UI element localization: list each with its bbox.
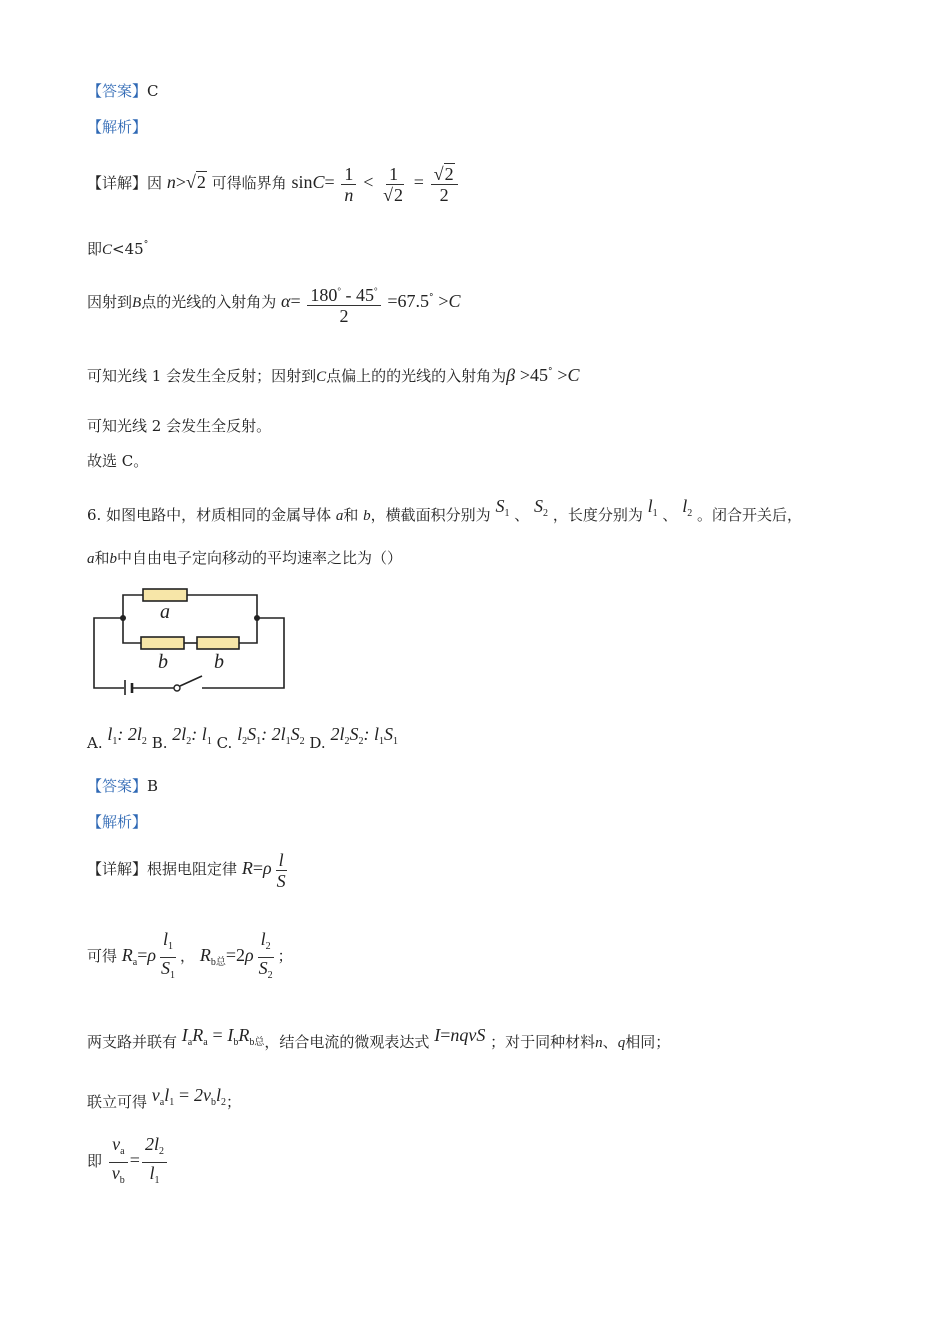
detail-text: 因 xyxy=(147,174,163,192)
analysis-line xyxy=(87,117,147,137)
detail-tag: 【详解】 xyxy=(87,860,148,878)
math-nqvS: nqvS xyxy=(450,1025,486,1045)
math-Ra: $R_a$ xyxy=(121,945,138,968)
answer-value: B xyxy=(147,777,159,795)
math-rho: ρ xyxy=(262,858,272,878)
var-l1: $l_1$ xyxy=(647,496,658,519)
math-C: C xyxy=(312,172,325,192)
text: 根据电阻定律 xyxy=(147,860,238,878)
math-2vb-l2: $2v_bl_2$ xyxy=(193,1085,226,1108)
q6-detail-4 xyxy=(87,1075,241,1123)
wire-top-left xyxy=(123,595,143,618)
text: 可得 xyxy=(87,947,118,965)
text: ；对于同种材料 xyxy=(490,1033,596,1051)
option-D-label: D. xyxy=(309,734,326,752)
degree: ° xyxy=(548,367,553,377)
q6-detail-3 xyxy=(87,1015,670,1063)
q6-stem-line-2 xyxy=(87,548,402,569)
resistor-b-2 xyxy=(197,637,239,649)
var-S2: $S_2$ xyxy=(534,496,549,519)
detail-line-1 xyxy=(87,160,460,205)
var-b: b xyxy=(363,508,371,524)
math-gt: > xyxy=(519,365,531,385)
wire-top-right xyxy=(187,595,257,618)
math-C: C xyxy=(448,291,461,311)
frac-l2-S2: $\frac{l_2}{S_2}$ xyxy=(258,928,273,981)
math-gt: > xyxy=(175,172,186,192)
q6-options xyxy=(87,718,398,759)
text: 、 xyxy=(662,506,678,524)
detail-line-5: 可知光线 2 会发生全反射。 xyxy=(87,417,272,435)
option-A-label: A. xyxy=(87,734,103,752)
math-B: B xyxy=(132,295,142,311)
math-C: C xyxy=(102,242,113,258)
q6-detail-5 xyxy=(87,1130,169,1191)
option-A-expr: $l_1$: $2l_2$ xyxy=(107,724,147,747)
math-gt: > xyxy=(438,291,449,311)
var-l2: $l_2$ xyxy=(682,496,693,519)
var-a: a xyxy=(87,551,95,567)
q6-answer-line xyxy=(87,776,158,796)
detail-line-3 xyxy=(87,270,460,331)
detail-line-6: 故选 C。 xyxy=(87,452,149,470)
option-D-expr: $2l_2S_2$: $l_1S_1$ xyxy=(330,724,398,747)
math-eq: = xyxy=(440,1025,451,1045)
resistor-b-1 xyxy=(141,637,184,649)
var-S1: $S_1$ xyxy=(495,496,510,519)
text: 因射到 xyxy=(87,293,133,311)
math-IaRa: $I_aR_a$ xyxy=(181,1025,208,1048)
text: 点的光线的入射角为 xyxy=(141,293,277,311)
math-I: I xyxy=(434,1025,441,1045)
answer-tag: 【答案】 xyxy=(87,777,148,795)
option-B-label: B. xyxy=(151,734,168,752)
answer-line xyxy=(87,81,159,101)
text: 可知光线 1 会发生全反射；因射到 xyxy=(87,367,317,385)
math-alpha: α xyxy=(280,291,291,311)
switch-blade xyxy=(180,676,202,686)
frac-alpha: $\frac{180^\circ - 45^\circ}{2}$ xyxy=(307,281,380,326)
text: 中自由电子定向移动的平均速率之比为（） xyxy=(117,549,403,567)
frac-1-n: $\frac{1}{n}$ xyxy=(341,164,356,205)
math-R: R xyxy=(241,858,253,878)
text: 即 xyxy=(87,1152,103,1170)
wire-bottom-left xyxy=(123,618,141,643)
math-va-l1: $v_al_1$ xyxy=(151,1085,175,1108)
detail-line-4 xyxy=(87,355,579,394)
label-a: a xyxy=(160,601,170,623)
text: 6. 如图电路中，材质相同的金属导体 xyxy=(87,506,332,524)
math-eq: = xyxy=(129,1150,140,1170)
label-b-1: b xyxy=(158,651,168,673)
math-eq: = xyxy=(137,945,148,965)
var-a: a xyxy=(335,508,344,524)
math-2: 2 xyxy=(236,945,245,965)
text: 。闭合开关后， xyxy=(697,506,803,524)
option-B-expr: $2l_2$: $l_1$ xyxy=(172,724,212,747)
math-eq: = xyxy=(212,1025,223,1045)
text-ji: 即 xyxy=(87,240,103,258)
text: ； xyxy=(277,947,293,965)
text: 点偏上的的光线的入射角为 xyxy=(326,367,507,385)
math-C: C xyxy=(316,369,327,385)
frac-sqrt2-2: $\frac{√2}{2}$ xyxy=(431,164,458,205)
var-b: b xyxy=(109,551,118,567)
analysis-tag: 【解析】 xyxy=(87,813,148,831)
q6-detail-2 xyxy=(87,925,293,993)
math-67: =67.5 xyxy=(387,291,430,311)
text: 两支路并联有 xyxy=(87,1033,178,1051)
q6-stem-line-1 xyxy=(87,488,802,534)
math-lt: < xyxy=(363,172,374,192)
math-eq: = xyxy=(252,858,263,878)
text: 和 xyxy=(94,549,110,567)
analysis-tag: 【解析】 xyxy=(87,118,148,136)
switch-pivot xyxy=(174,685,180,691)
math-eq: = xyxy=(225,945,236,965)
math-eq-2: = xyxy=(413,172,424,192)
math-beta: β xyxy=(506,365,516,385)
text: ，横截面积分别为 xyxy=(370,506,491,524)
math-Rb: $R_{b总}$ xyxy=(199,945,226,968)
var-n: n xyxy=(595,1035,603,1051)
junction-right xyxy=(254,615,260,621)
circuit-diagram xyxy=(90,585,300,695)
text: 、 xyxy=(514,506,530,524)
option-C-expr: $l_2S_1$: $2l_1S_2$ xyxy=(237,724,305,747)
text-lt45: <45 xyxy=(112,240,144,258)
wire-outer-left xyxy=(94,618,124,688)
math-sin: sin xyxy=(291,172,313,192)
frac-l1-S1: $\frac{l_1}{S_1}$ xyxy=(161,928,176,981)
math-eq: = xyxy=(179,1085,190,1105)
text: ， xyxy=(180,947,196,965)
wire-bottom-right xyxy=(239,618,257,643)
frac-va-vb: $\frac{v_a}{v_b}$ xyxy=(109,1134,128,1191)
sqrt-2: √2 xyxy=(185,172,206,192)
resistor-a xyxy=(143,589,187,601)
detail-line-2 xyxy=(87,235,148,260)
option-C-label: C. xyxy=(216,734,233,752)
math-C-2: C xyxy=(567,365,580,385)
math-gt-2: > xyxy=(557,365,568,385)
degree: ° xyxy=(429,293,434,303)
text: ，长度分别为 xyxy=(552,506,643,524)
q6-analysis-line xyxy=(87,812,147,832)
math-IbRb: $I_bR_{b总}$ xyxy=(227,1025,265,1048)
answer-tag: 【答案】 xyxy=(87,82,148,100)
junction-left xyxy=(120,615,126,621)
math-eq: = xyxy=(324,172,335,192)
math-rho: ρ xyxy=(147,945,157,965)
answer-value: C xyxy=(147,82,159,100)
text: ，结合电流的微观表达式 xyxy=(264,1033,430,1051)
detail-tag: 【详解】 xyxy=(87,174,148,192)
frac-1-sqrt2: $\frac{1}{√2}$ xyxy=(383,163,404,205)
frac-2l2-l1: $\frac{2l_2}{l_1}$ xyxy=(142,1134,167,1191)
detail-text-2: 可得临界角 xyxy=(211,174,287,192)
text: ； xyxy=(226,1093,242,1111)
text: 、 xyxy=(602,1033,618,1051)
math-45: 45 xyxy=(530,365,549,385)
degree: ° xyxy=(143,240,149,250)
text: 联立可得 xyxy=(87,1093,148,1111)
label-b-2: b xyxy=(214,651,224,673)
math-eq: = xyxy=(290,291,301,311)
math-rho: ρ xyxy=(245,945,254,965)
text: 相同； xyxy=(625,1033,671,1051)
var-q: q xyxy=(617,1035,626,1051)
q6-detail-1 xyxy=(87,846,291,891)
text: 和 xyxy=(343,506,359,524)
math-n: n xyxy=(166,172,176,192)
frac-l-S: $\frac{l}{S}$ xyxy=(276,849,286,891)
